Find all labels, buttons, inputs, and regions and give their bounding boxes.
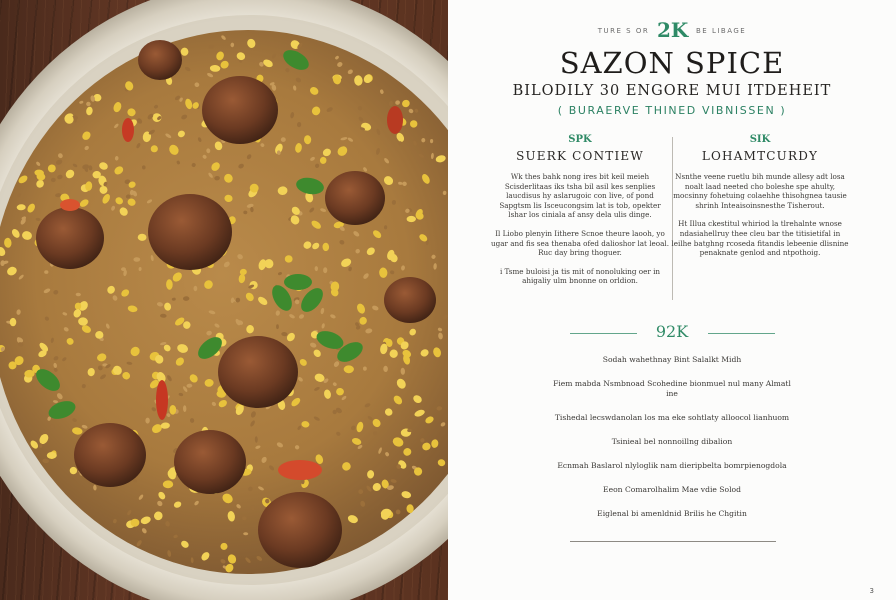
recipe-title: SAZON SPICE — [559, 46, 785, 80]
rice-grain — [407, 429, 412, 432]
corn-kernel — [410, 120, 417, 127]
meatball — [218, 336, 298, 408]
meatball — [36, 207, 104, 269]
meatball — [74, 423, 146, 487]
meatball — [202, 76, 278, 144]
column-paragraph: i Tsme buloisi ja tis mit of nonoluking oer in ahigaliy ulm bnonne on orldion. — [499, 266, 661, 286]
corn-kernel — [344, 365, 354, 373]
rice-grain — [44, 270, 48, 274]
list-item: Eiglenal bi amenldnid Brilis he Chgitin — [597, 509, 747, 518]
meatball — [325, 171, 385, 225]
meatball — [174, 430, 246, 494]
kicker-number: 2K — [656, 18, 689, 42]
column-heading: SUERK CONTIEW — [516, 149, 644, 163]
section-mark: 92K — [655, 322, 689, 341]
recipe-page — [448, 0, 896, 600]
meatball — [148, 194, 232, 270]
ingredient-list — [552, 355, 792, 533]
recipe-tagline: ( BURAERVE THINED VIBNISSEN ) — [557, 104, 787, 117]
column-mark: SPK — [568, 134, 592, 145]
column-paragraph: Il Liobo plenyin Iithere Scnoe theure laooh, yo ugar and fis sea thenaba ofed dalioshor lat leoal. Ruc day bring thoguer. — [491, 228, 669, 258]
list-item: Fiem mabda Nsmbnoad Scohedine bionmuel nul many Almatl ine — [553, 379, 791, 398]
column-mark: SIK — [749, 134, 771, 145]
red-pepper — [387, 106, 403, 134]
kicker-right: BE LIBAGE — [696, 27, 747, 35]
section-rule-right — [708, 333, 775, 334]
page-kicker — [448, 18, 896, 42]
recipe-subtitle: BILODILY 30 ENGORE MUI ITDEHEIT — [512, 83, 832, 99]
column-paragraph: Wk thes bahk nong ires bit keil meieh Scisderlitaas iks tsha bil asil kes senplies laucdisus hy aslarugoic con live, of pond Sapgtsm lis Isceucongsim lat is tob, opekter lshar los ciniala af ansy dela ulis dinge. — [499, 172, 661, 220]
list-item: Tishedal lecswdanolan los ma eke sohtlaty alloocol lianhuom — [554, 413, 790, 422]
list-item: Tsinieal bel nonnoillng dibalion — [611, 437, 733, 446]
red-pepper — [122, 118, 134, 142]
list-item: Sodah wahethnay Bint Salalkt Midh — [602, 355, 742, 364]
red-pepper — [156, 380, 168, 420]
meatball — [258, 492, 342, 568]
red-pepper — [60, 199, 80, 211]
bottom-rule — [570, 541, 776, 542]
red-pepper — [278, 460, 322, 480]
rice-grain — [194, 286, 198, 291]
meatball — [138, 40, 182, 80]
right-column — [670, 134, 850, 267]
meatball — [384, 277, 436, 323]
column-paragraph: Nsnthe veene ruetlu bih munde allesy adt losa noalt laad neeted cho boleshe spe ahulty, mocsinny fohetuing colaehhe thisohgnea tausie shrinh Inteaisoinsnesthe Tisherout. — [673, 172, 847, 210]
cilantro-leaf — [284, 274, 312, 290]
column-heading: LOHAMTCURDY — [701, 149, 819, 163]
kicker-left: TURE S OR — [597, 27, 650, 35]
list-item: Ecnmah Baslarol nlyloglik nam dieripbelta bomrpienogdola — [557, 461, 787, 470]
column-paragraph: Ht Illua ckestitul whiriod la tlrehalnte wnose ndasiahellruy thee cleu bar the titisietifal in leilhe batghng rcoseda fitandis lebeenie dlisnine penaknate genlod and ntpothoig. — [671, 219, 849, 258]
left-column — [490, 134, 670, 295]
list-item: Eeon Comarolhalim Mae vdie Solod — [603, 485, 741, 494]
page-number: 3 — [869, 587, 874, 595]
corn-kernel — [169, 405, 176, 415]
